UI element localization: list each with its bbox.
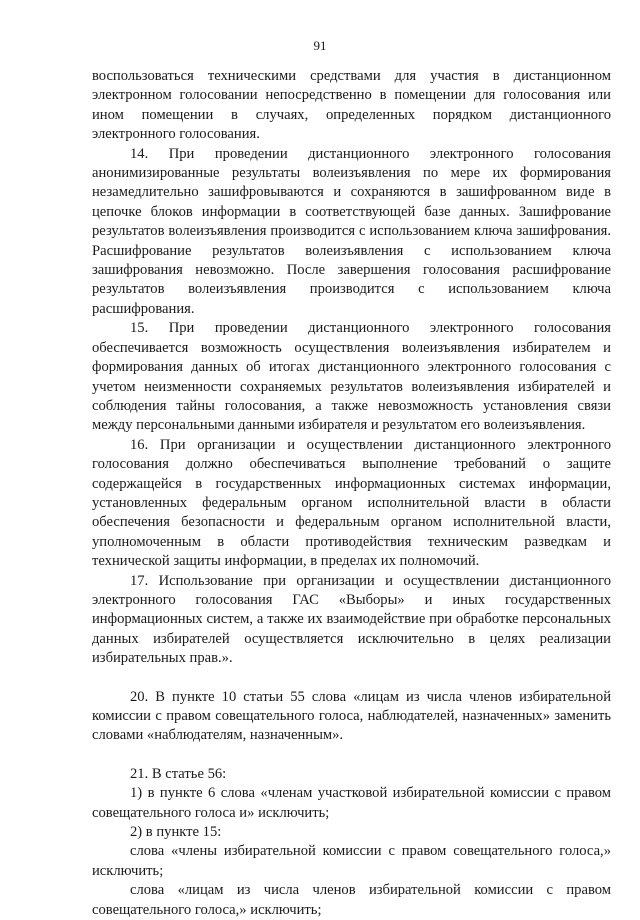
document-body bbox=[92, 67, 611, 920]
paragraph-subitem-1: 1) в пункте 6 слова «членам участковой избирательной комиссии с правом совещательного голоса и» исключить; bbox=[92, 785, 611, 821]
paragraph-item-20: 20. В пункте 10 статьи 55 слова «лицам из числа членов избирательной комиссии с правом совещательного голоса, наблюдателей, назначенных» заменить словами «наблюдателям, назначенным». bbox=[92, 688, 611, 744]
paragraph-17: 17. Использование при организации и осуществлении дистанционного электронного голосования ГАС «Выборы» и иных государственных информационных систем, а также их взаимодействие при обработке персональных данных избирателей осуществляется исключительно в целях реализации избирательных прав.». bbox=[92, 572, 611, 667]
paragraph-14: 14. При проведении дистанционного электронного голосования анонимизированные результаты волеизъявления по мере их формирования незамедлительно зашифровываются и сохраняются в зашифрованном виде в цепочке блоков информации в соответствующей базе данных. Зашифрование результатов волеизъявления производится с использованием ключа зашифрования. Расшифрование результатов волеизъявления с использованием ключа зашифрования невозможно. После завершения голосования расшифрование результатов волеизъявления производится с использованием ключа расшифрования. bbox=[92, 145, 611, 317]
paragraph-words-2: слова «лицам из числа членов избирательной комиссии с правом совещательного голоса,» исключить; bbox=[92, 882, 611, 918]
paragraph-15: 15. При проведении дистанционного электронного голосования обеспечивается возможность осуществления волеизъявления избирателем и формирования данных об итогах дистанционного электронного голосования с учетом неизменности сохраняемых результатов волеизъявления избирателей и соблюдения тайны голосования, а также невозможность установления связи между персональными данными избирателя и результатом его волеизъявления. bbox=[92, 320, 611, 434]
paragraph-continuation: воспользоваться техническими средствами для участия в дистанционном электронном голосовании непосредственно в помещении для голосования или ином помещении в случаях, определенных порядком дистанционного электронного голосования. bbox=[92, 68, 611, 143]
paragraph-16: 16. При организации и осуществлении дистанционного электронного голосования должно обеспечиваться выполнение требований о защите содержащейся в государственных информационных системах информации, установленных федеральным органом исполнительной власти в области обеспечения безопасности и федеральным органом исполнительной власти, уполномоченным в области противодействия техническим разведкам и технической защиты информации, в пределах их полномочий. bbox=[92, 436, 611, 570]
paragraph-words-1: слова «члены избирательной комиссии с правом совещательного голоса,» исключить; bbox=[92, 843, 611, 879]
paragraph-item-21: 21. В статье 56: bbox=[130, 765, 227, 782]
page-number: 91 bbox=[313, 38, 327, 53]
paragraph-subitem-2: 2) в пункте 15: bbox=[130, 824, 222, 841]
